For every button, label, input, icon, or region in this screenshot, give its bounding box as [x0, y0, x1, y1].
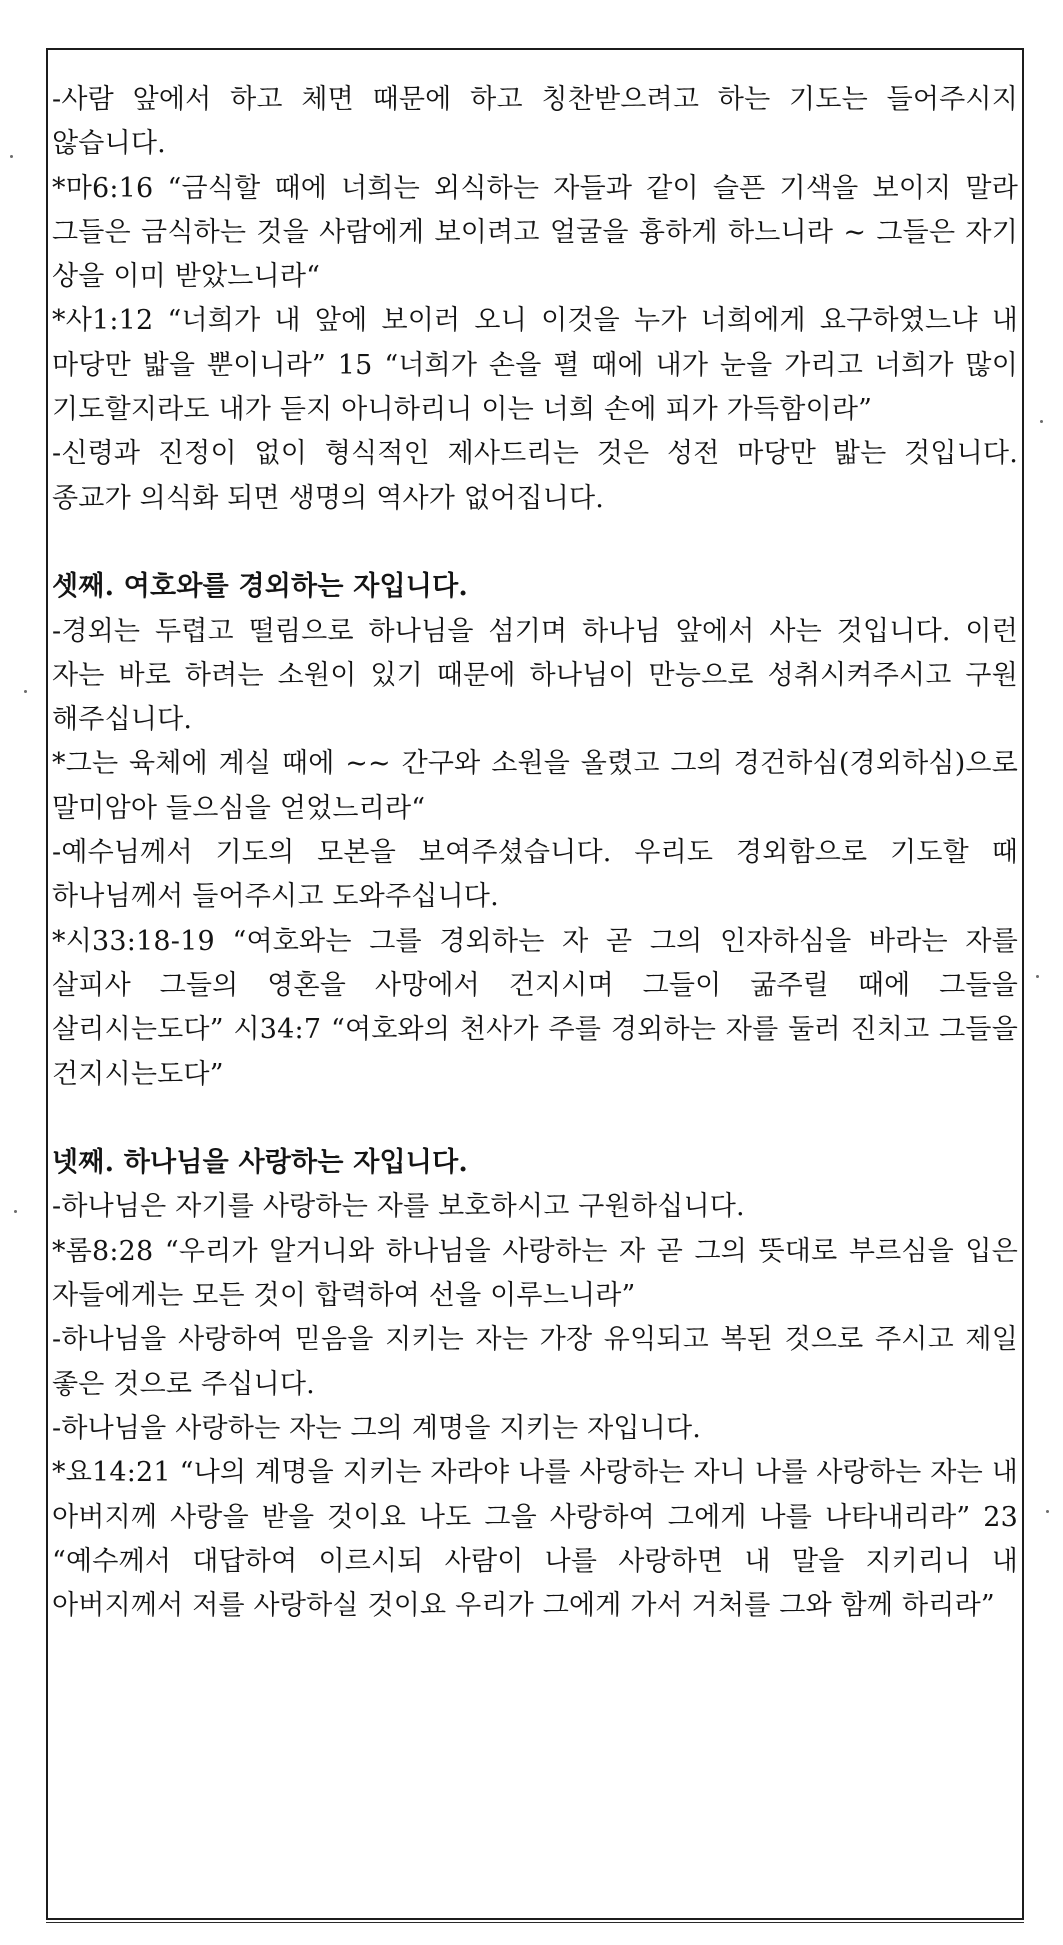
section-love-of-god — [52, 1141, 1018, 1628]
paragraph: -예수님께서 기도의 모본을 보여주셨습니다. 우리도 경외함으로 기도할 때 하나님께서 들어주시고 도와주십니다. — [52, 837, 1018, 913]
scan-speck — [1036, 975, 1039, 978]
scripture-quote: *마6:16 “금식할 때에 너희는 외식하는 자들과 같이 슬픈 기색을 보이지 말라 그들은 금식하는 것을 사람에게 보이려고 얼굴을 흉하게 하느니라 ~ 그들은 자기 상을 이미 받았느니라“ — [52, 172, 1018, 293]
scripture-quote: *사1:12 “너희가 내 앞에 보이러 오니 이것을 누가 너희에게 요구하였느냐 내 마당만 밟을 뿐이니라” 15 “너희가 손을 펼 때에 내가 눈을 가리고 너희가 많이 기도할지라도 내가 듣지 아니하리니 이는 너희 손에 피가 가득함이라” — [52, 305, 1018, 426]
scan-speck — [1040, 420, 1043, 423]
section-gap — [52, 1097, 1018, 1141]
section-fear-of-god — [52, 565, 1018, 1097]
section-prayer-hypocrisy — [52, 78, 1018, 521]
document-body — [52, 78, 1018, 1628]
scan-speck — [14, 1210, 17, 1213]
scan-speck — [10, 155, 13, 158]
scan-speck — [1046, 1510, 1049, 1513]
scripture-quote: *그는 육체에 계실 때에 ~~ 간구와 소원을 올렸고 그의 경건하심(경외하심)으로 말미암아 들으심을 얻었느리라“ — [52, 748, 1018, 824]
bottom-rule-line — [46, 1922, 1024, 1923]
section-gap — [52, 521, 1018, 565]
paragraph: -하나님을 사랑하여 믿음을 지키는 자는 가장 유익되고 복된 것으로 주시고 제일 좋은 것으로 주십니다. — [52, 1324, 1018, 1400]
scan-speck — [24, 690, 27, 693]
paragraph: -신령과 진정이 없이 형식적인 제사드리는 것은 성전 마당만 밟는 것입니다. 종교가 의식화 되면 생명의 역사가 없어집니다. — [52, 438, 1018, 514]
section-heading: 셋째. 여호와를 경외하는 자입니다. — [52, 571, 468, 603]
paragraph: -사람 앞에서 하고 체면 때문에 하고 칭찬받으려고 하는 기도는 들어주시지 않습니다. — [52, 84, 1018, 160]
scripture-quote: *요14:21 “나의 계명을 지키는 자라야 나를 사랑하는 자니 나를 사랑하는 자는 내 아버지께 사랑을 받을 것이요 나도 그을 사랑하여 그에게 나를 나타내리라” 23 “예수께서 대답하여 이르시되 사람이 나를 사랑하면 내 말을 지키리니 내 아버지께서 저를 사랑하실 것이요 우리가 그에게 가서 거처를 그와 함께 하리라” — [52, 1457, 1018, 1622]
paragraph: -경외는 두렵고 떨림으로 하나님을 섬기며 하나님 앞에서 사는 것입니다. 이런 자는 바로 하려는 소원이 있기 때문에 하나님이 만능으로 성취시켜주시고 구원 해주십니다. — [52, 615, 1018, 736]
section-heading: 넷째. 하나님을 사랑하는 자입니다. — [52, 1147, 468, 1179]
paragraph: -하나님은 자기를 사랑하는 자를 보호하시고 구원하십니다. — [52, 1191, 745, 1223]
scripture-quote: *롬8:28 “우리가 알거니와 하나님을 사랑하는 자 곧 그의 뜻대로 부르심을 입은 자들에게는 모든 것이 합력하여 선을 이루느니라” — [52, 1235, 1018, 1312]
paragraph: -하나님을 사랑하는 자는 그의 계명을 지키는 자입니다. — [52, 1412, 702, 1444]
scripture-quote: *시33:18-19 “여호와는 그를 경외하는 자 곧 그의 인자하심을 바라는 자를 살피사 그들의 영혼을 사망에서 건지시며 그들이 굶주릴 때에 그들을 살리시는도다” 시34:7 “여호와의 천사가 주를 경외하는 자를 둘러 진치고 그들을 건지시는도다” — [52, 925, 1018, 1090]
